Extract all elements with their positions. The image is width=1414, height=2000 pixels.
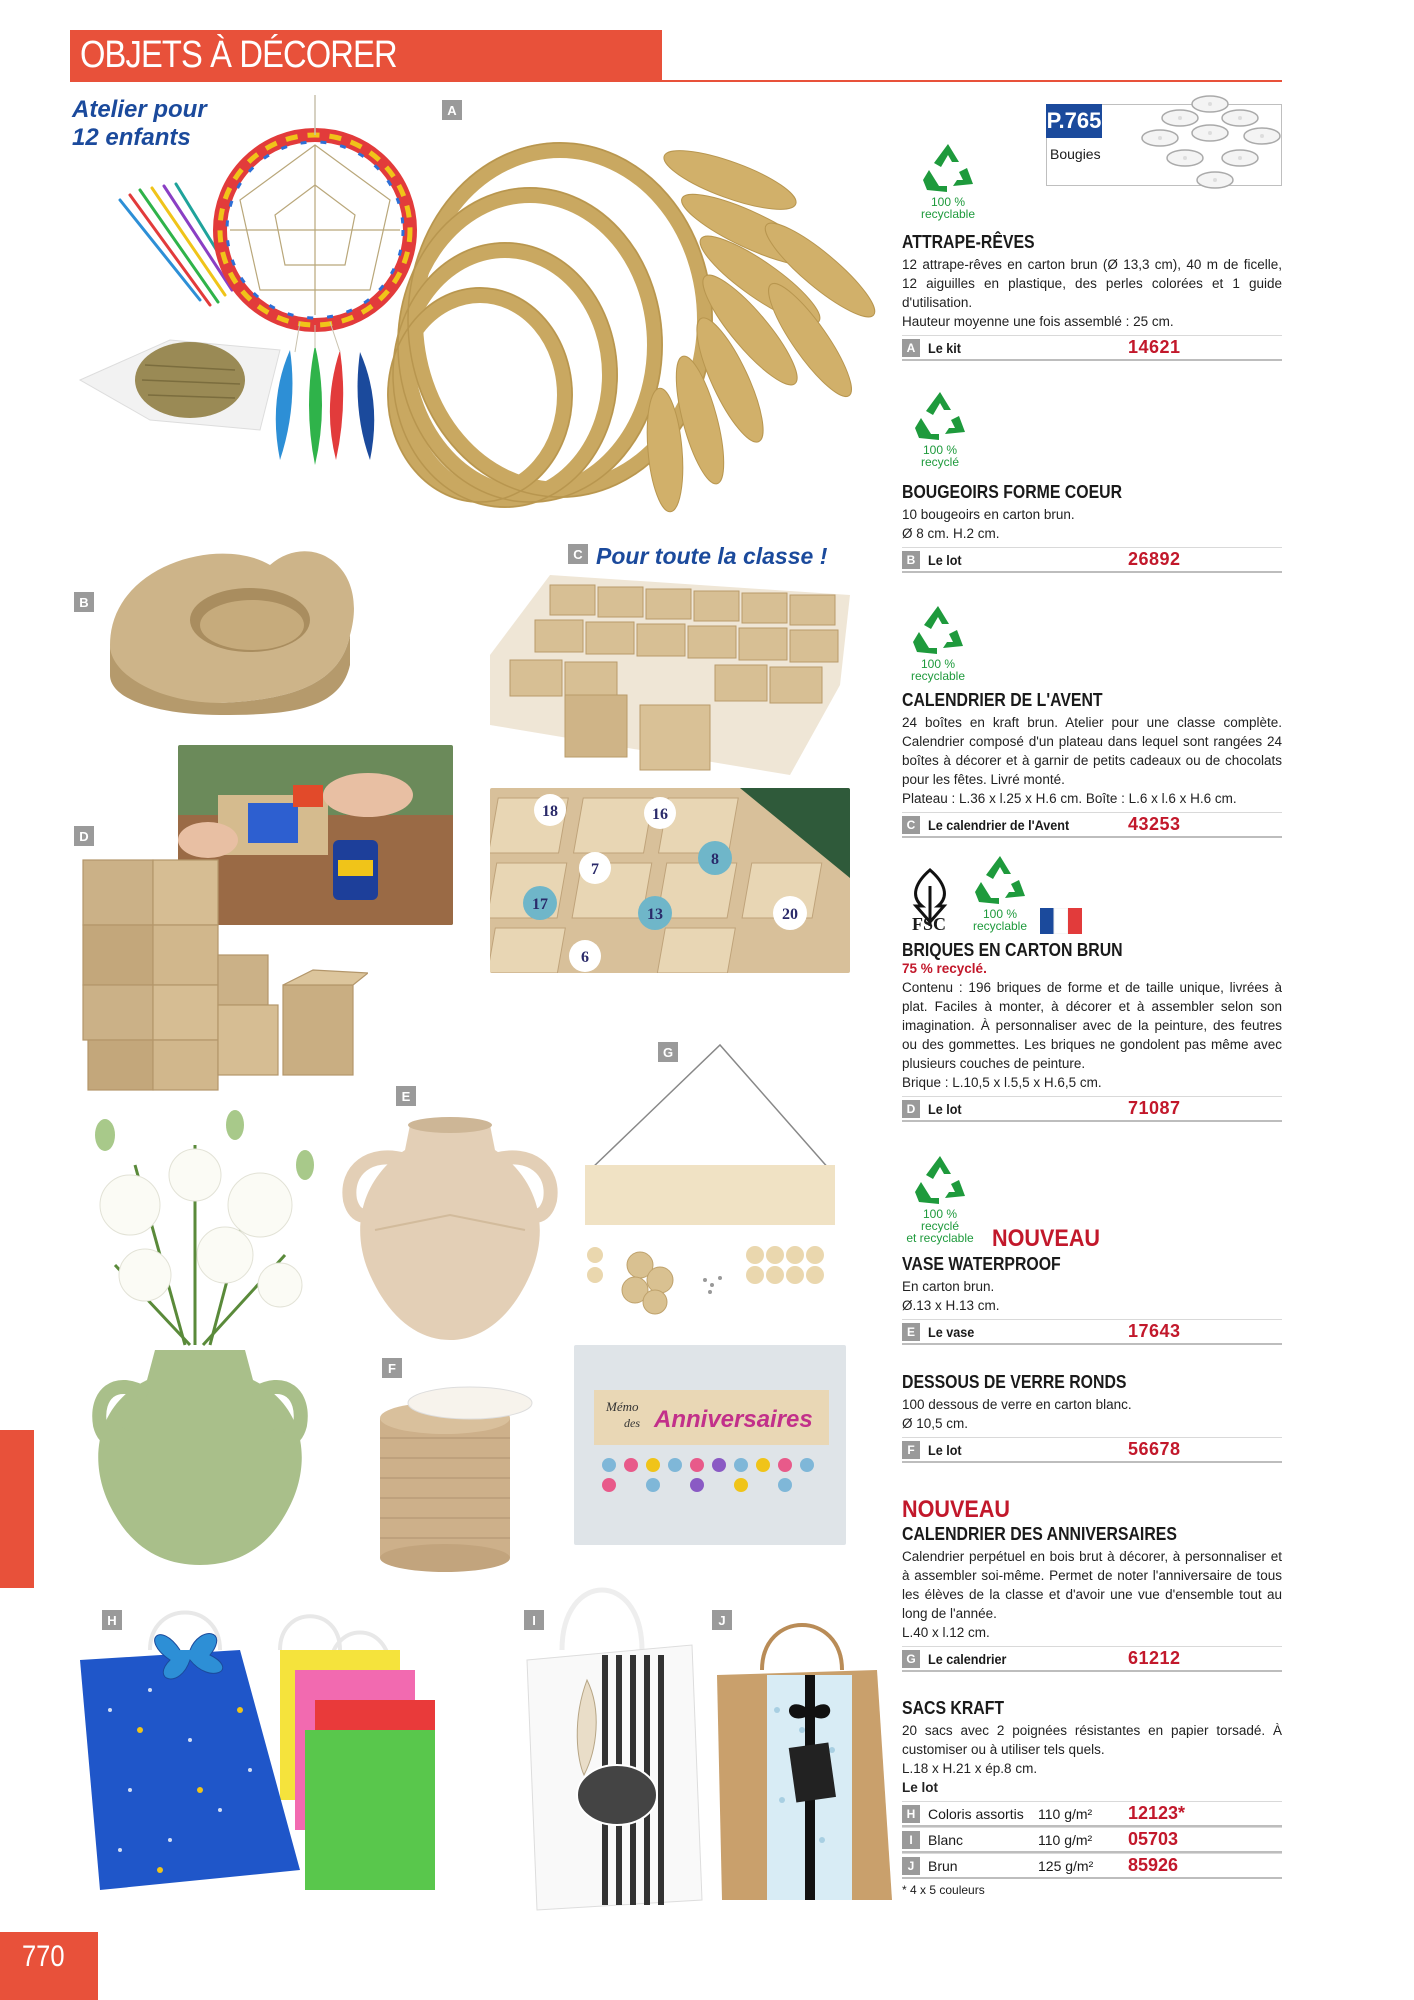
recycle-text: 100 % <box>922 443 958 457</box>
ref-code: 56678 <box>1128 1439 1181 1459</box>
product-dimensions: Brique : L.10,5 x l.5,5 x H.6,5 cm. <box>902 1075 1102 1090</box>
product-title: DESSOUS DE VERRE RONDS <box>902 1372 1127 1392</box>
product-title: VASE WATERPROOF <box>902 1254 1061 1274</box>
recycle-icon <box>909 602 967 656</box>
advent-number: 8 <box>711 851 719 868</box>
ref-color: Brun <box>928 1857 958 1874</box>
ref-letter: A <box>902 339 920 357</box>
vase-flowers-photo <box>75 1105 335 1575</box>
white-bag-photo <box>522 1560 710 1915</box>
tag-c-callout: C <box>568 544 588 564</box>
ref-letter: C <box>902 816 920 834</box>
product-desc: 24 boîtes en kraft brun. Atelier pour une classe complète. Calendrier composé d'un plateau dans lequel sont rangées 24 boîtes à décorer et à garnir de petits cadeaux ou de chocolats pour les fêtes. Livré monté. <box>902 715 1282 787</box>
ref-code: 14621 <box>1128 337 1181 357</box>
header-rule <box>662 80 1282 82</box>
tag-b: B <box>74 592 94 612</box>
recycle-badge-3 <box>898 602 978 682</box>
recycle-badge-5 <box>900 1152 980 1244</box>
tag-d: D <box>74 826 94 846</box>
product-title: BOUGEOIRS FORME COEUR <box>902 482 1123 502</box>
ref-row[interactable] <box>902 1646 1282 1672</box>
ref-letter: I <box>902 1831 920 1849</box>
bricks-stack-photo <box>78 855 368 1095</box>
product-desc: En carton brun. <box>902 1279 995 1294</box>
page-ref-number[interactable]: P.765 <box>1046 104 1102 138</box>
recycle-text: 100 % <box>930 195 966 209</box>
product-vase <box>902 1254 1282 1345</box>
recycle-text: recyclable <box>972 919 1028 933</box>
dreamcatcher-photo <box>60 90 900 530</box>
advent-number: 20 <box>782 906 798 923</box>
section-tab <box>0 1430 34 1588</box>
page-number: 770 <box>22 1940 65 1973</box>
atelier-line-2: 12 enfants <box>72 124 191 151</box>
product-desc: Contenu : 196 briques de forme et de taille unique, livrées à plat. Faciles à monter, à décorer et à assembler selon son imagination. À personnaliser avec de la peinture, des feutres ou des gommettes. Les briques ne gondolent pas même avec plusieurs couches de peinture. <box>902 980 1282 1071</box>
product-dimensions: Plateau : L.36 x l.25 x H.6 cm. Boîte : L.6 x l.6 x H.6 cm. <box>902 791 1237 806</box>
recycle-text: recyclable <box>920 207 976 221</box>
advent-boxes-photo <box>490 575 850 775</box>
ref-row[interactable] <box>902 547 1282 573</box>
ref-code: 26892 <box>1128 549 1181 569</box>
ref-color: Blanc <box>928 1831 964 1848</box>
anniv-title-1: Mémo <box>606 1399 639 1414</box>
tag-e: E <box>396 1086 416 1106</box>
recycle-icon <box>919 140 977 194</box>
anniv-calendar-photo <box>574 1345 846 1545</box>
product-desc: 100 dessous de verre en carton blanc. <box>902 1397 1132 1412</box>
product-lot: Le lot <box>902 1780 938 1795</box>
recycle-text: recyclé <box>920 1219 959 1233</box>
tag-h: H <box>102 1610 122 1630</box>
ref-letter: H <box>902 1805 920 1823</box>
fsc-label: FSC <box>912 914 947 934</box>
product-anniv <box>902 1496 1282 1672</box>
product-dimensions: L.18 x H.21 x ép.8 cm. <box>902 1761 1038 1776</box>
product-calendrier <box>902 690 1282 838</box>
tag-g: G <box>658 1042 678 1062</box>
tag-a: A <box>442 100 462 120</box>
recycle-text: 100 % <box>922 1207 958 1221</box>
page-title: OBJETS À DÉCORER <box>80 34 397 76</box>
recycle-badge-1 <box>908 140 988 220</box>
product-dessous <box>902 1372 1282 1463</box>
ref-code: 85926 <box>1128 1855 1179 1875</box>
ref-letter: E <box>902 1323 920 1341</box>
ref-letter: G <box>902 1650 920 1668</box>
recycle-badge-4 <box>960 852 1040 932</box>
colored-bags-photo <box>70 1590 500 1910</box>
recycle-text: 100 % <box>920 657 956 671</box>
atelier-line-1: Atelier pour <box>72 96 207 123</box>
recycle-text: et recyclable <box>906 1231 974 1245</box>
product-dimensions: Hauteur moyenne une fois assemblé : 25 cm. <box>902 314 1174 329</box>
ref-code: 05703 <box>1128 1829 1179 1849</box>
footnote: * 4 x 5 couleurs <box>902 1883 985 1897</box>
anniv-title-2: des <box>624 1416 640 1430</box>
ref-label: Le kit <box>928 339 961 356</box>
product-briques <box>902 940 1282 1122</box>
product-dimensions: L.40 x l.12 cm. <box>902 1625 990 1640</box>
ref-letter: F <box>902 1441 920 1459</box>
page-ref-label: Bougies <box>1050 146 1101 162</box>
ref-row[interactable] <box>902 1437 1282 1463</box>
product-sacs <box>902 1698 1282 1897</box>
vase-raw-photo <box>340 1110 560 1345</box>
ref-code: 12123* <box>1128 1803 1186 1823</box>
heart-holder-photo <box>100 525 370 715</box>
advent-number: 6 <box>581 949 589 966</box>
anniv-title-3: Anniversaires <box>654 1406 813 1433</box>
recycle-icon <box>911 1152 969 1206</box>
advent-number: 7 <box>591 861 599 878</box>
ref-label: Le lot <box>928 1100 962 1117</box>
ref-row[interactable] <box>902 1319 1282 1345</box>
ref-label: Le vase <box>928 1323 975 1340</box>
product-bougeoirs <box>902 482 1282 573</box>
tag-j: J <box>712 1610 732 1630</box>
anniv-kit-photo <box>580 1040 840 1320</box>
recycle-icon <box>911 388 969 442</box>
ref-row[interactable] <box>902 812 1282 838</box>
tag-f: F <box>382 1358 402 1378</box>
tag-i: I <box>524 1610 544 1630</box>
ref-row[interactable] <box>902 335 1282 361</box>
advent-number: 18 <box>542 803 558 820</box>
nouveau-badge: NOUVEAU <box>992 1225 1101 1252</box>
ref-weight: 110 g/m² <box>1038 1805 1093 1822</box>
classe-callout: Pour toute la classe ! <box>596 543 828 569</box>
advent-number: 17 <box>532 896 548 913</box>
ref-code: 43253 <box>1128 814 1181 834</box>
product-title: ATTRAPE-RÊVES <box>902 232 1035 252</box>
product-desc: 10 bougeoirs en carton brun. <box>902 507 1075 522</box>
product-title: BRIQUES EN CARTON BRUN <box>902 940 1123 960</box>
ref-code: 17643 <box>1128 1321 1181 1341</box>
recycle-icon <box>971 852 1029 906</box>
product-subtitle: 75 % recyclé. <box>902 961 987 976</box>
nouveau-badge: NOUVEAU <box>902 1496 1011 1523</box>
france-flag-icon <box>1040 908 1082 934</box>
product-desc: 12 attrape-rêves en carton brun (Ø 13,3 cm), 40 m de ficelle, 12 aiguilles en plastique, des perles colorées et 1 guide d'utilisation. <box>902 257 1282 310</box>
product-title: CALENDRIER DES ANNIVERSAIRES <box>902 1524 1177 1544</box>
product-desc: 20 sacs avec 2 poignées résistantes en papier torsadé. À customiser ou à utiliser tels quels. <box>902 1723 1282 1757</box>
ref-code: 71087 <box>1128 1098 1181 1118</box>
product-title: CALENDRIER DE L'AVENT <box>902 690 1103 710</box>
candles-photo <box>1140 88 1282 198</box>
product-dimensions: Ø.13 x H.13 cm. <box>902 1298 1000 1313</box>
ref-label: Le lot <box>928 551 962 568</box>
ref-row[interactable] <box>902 1801 1282 1827</box>
ref-label: Le lot <box>928 1441 962 1458</box>
recycle-text: 100 % <box>982 907 1018 921</box>
product-title: SACS KRAFT <box>902 1698 1005 1718</box>
advent-number: 13 <box>647 906 663 923</box>
recycle-badge-2 <box>900 388 980 468</box>
ref-label: Le calendrier <box>928 1650 1007 1667</box>
coasters-photo <box>370 1378 540 1573</box>
ref-letter: B <box>902 551 920 569</box>
ref-label: Le calendrier de l'Avent <box>928 816 1070 833</box>
advent-number: 16 <box>652 806 668 823</box>
ref-row[interactable] <box>902 1827 1282 1853</box>
ref-row[interactable] <box>902 1096 1282 1122</box>
ref-letter: D <box>902 1100 920 1118</box>
product-dimensions: Ø 8 cm. H.2 cm. <box>902 526 1000 541</box>
kraft-bag-photo <box>712 1600 902 1905</box>
product-desc: Calendrier perpétuel en bois brut à décorer, à personnaliser et à assembler soi-même. Permet de noter l'anniversaire de tous les élèves de la classe et d'avoir une vue d'ensemble tout au long de l'année. <box>902 1549 1282 1621</box>
ref-code: 61212 <box>1128 1648 1181 1668</box>
recycle-text: recyclé <box>920 455 959 469</box>
product-dimensions: Ø 10,5 cm. <box>902 1416 969 1431</box>
ref-weight: 125 g/m² <box>1038 1857 1094 1874</box>
recycle-text: recyclable <box>910 669 966 683</box>
advent-calendar-photo <box>490 788 850 973</box>
product-attrape <box>902 232 1282 361</box>
ref-row[interactable] <box>902 1853 1282 1879</box>
ref-letter: J <box>902 1857 920 1875</box>
ref-weight: 110 g/m² <box>1038 1831 1093 1848</box>
ref-color: Coloris assortis <box>928 1805 1024 1822</box>
